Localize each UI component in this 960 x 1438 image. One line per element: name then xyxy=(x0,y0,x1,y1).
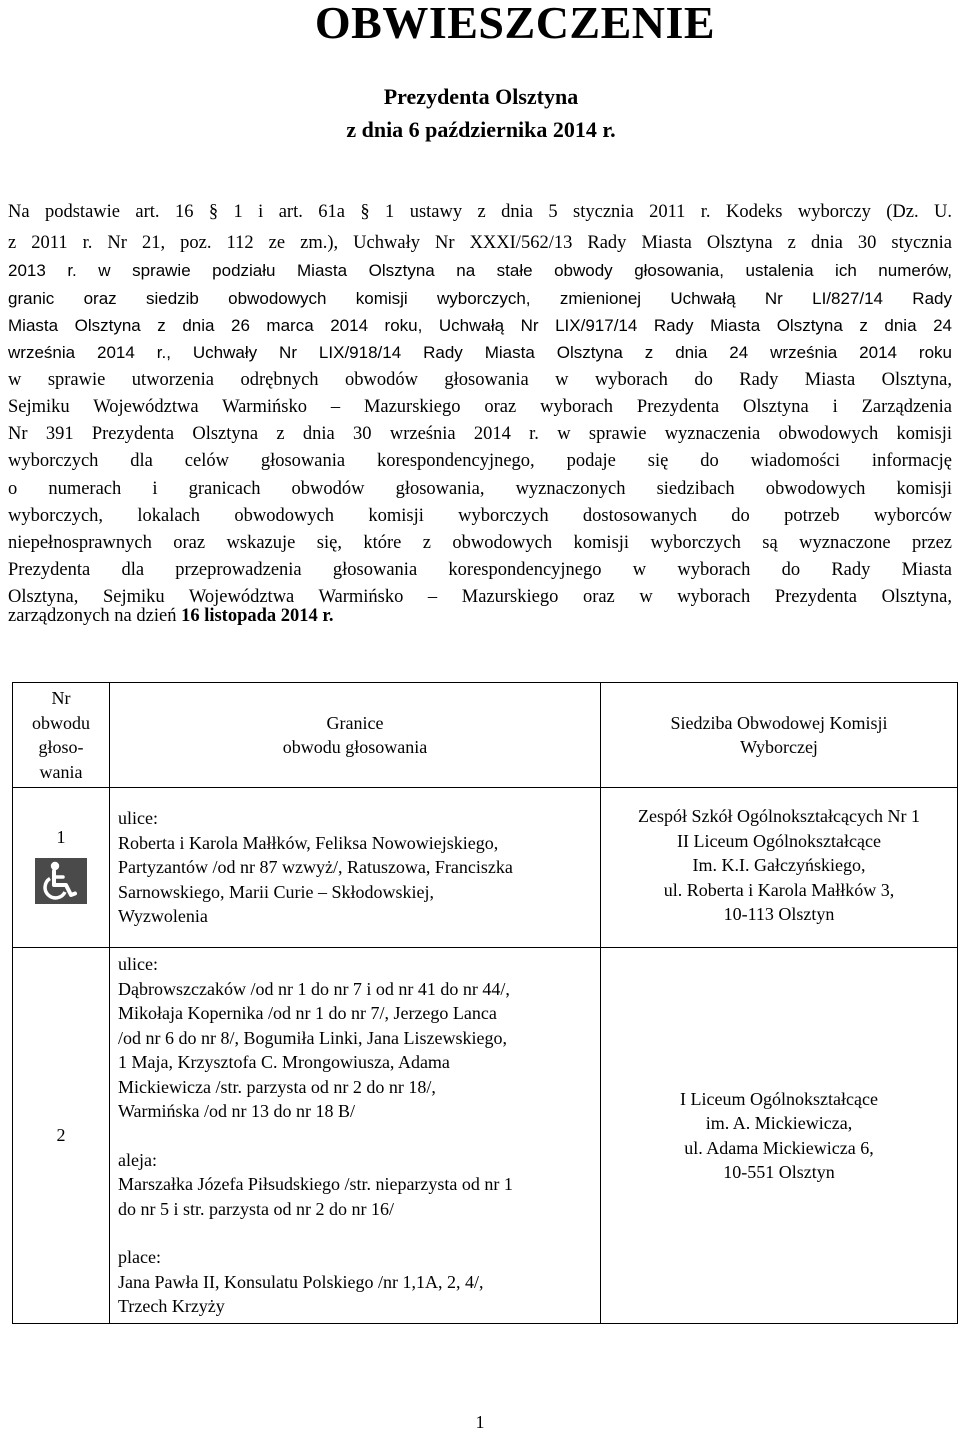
boundary-line: do nr 5 i str. parzysta od nr 2 do nr 16/ xyxy=(118,1198,394,1219)
header-line: głoso- xyxy=(38,737,84,757)
boundary-line: Dąbrowszczaków /od nr 1 do nr 7 i od nr 41 do nr 44/, xyxy=(118,978,510,999)
intro-line: Olsztyna, Sejmiku Województwa Warmińsko – Mazurskiego oraz w wyborach Prezydenta Olsztyna, xyxy=(8,587,952,607)
seat-address-line: im. A. Mickiewicza, xyxy=(705,1113,853,1133)
header-line: Siedziba Obwodowej Komisji xyxy=(670,712,888,733)
seat-address-line: Zespół Szkół Ogólnokształcących Nr 1 xyxy=(638,806,920,827)
seat-address-line: ul. Roberta i Karola Małłków 3, xyxy=(663,879,895,900)
intro-last-line-text: zarządzonych na dzień xyxy=(8,606,182,626)
boundary-group-label: ulice: xyxy=(118,954,158,975)
document-subtitle-date: z dnia 6 października 2014 r. xyxy=(346,117,616,142)
document-subtitle-issuer: Prezydenta Olsztyna xyxy=(383,84,579,109)
boundary-line: /od nr 6 do nr 8/, Bogumiła Linki, Jana Liszewskiego, xyxy=(118,1027,507,1048)
intro-line: Prezydenta dla przeprowadzenia głosowania korespondencyjnego w wyborach do Rady Miasta xyxy=(8,560,952,580)
header-line: Nr xyxy=(51,688,71,708)
table-header-row xyxy=(13,683,958,788)
boundary-group-label: aleja: xyxy=(118,1149,157,1170)
intro-line: o numerach i granicach obwodów głosowania, wyznaczonych siedzibach obwodowych komisji xyxy=(8,479,952,499)
boundary-line: Roberta i Karola Małłków, Feliksa Nowowiejskiego, xyxy=(118,832,499,853)
boundary-line: Wyzwolenia xyxy=(118,906,208,927)
election-date: 16 listopada 2014 r. xyxy=(181,606,334,626)
intro-line: 2013 r. w sprawie podziału Miasta Olsztyna na stałe obwody głosowania, ustalenia ich numerów, xyxy=(8,261,952,280)
header-line: Wyborczej xyxy=(740,737,818,757)
seat-address-line: II Liceum Ogólnokształcące xyxy=(677,830,881,851)
district-number-cell xyxy=(13,788,110,948)
intro-line: wyborczych, lokalach obwodowych komisji wyborczych dostosowanych do potrzeb wyborców xyxy=(8,506,952,526)
header-commission-seat xyxy=(601,683,958,788)
header-line: obwodu głosowania xyxy=(282,737,428,757)
intro-line: wyborczych dla celów głosowania korespondencyjnego, podaje się do wiadomości informację xyxy=(8,451,952,471)
boundary-line: Warmińska /od nr 13 do nr 18 B/ xyxy=(118,1101,356,1122)
boundary-group-label: place: xyxy=(118,1247,161,1268)
district-number-cell xyxy=(13,948,110,1324)
commission-seat-cell xyxy=(601,788,958,948)
district-boundaries-cell xyxy=(110,948,601,1324)
document-title: OBWIESZCZENIE xyxy=(314,0,716,48)
boundary-line: 1 Maja, Krzysztofa C. Mrongowiusza, Adama xyxy=(118,1052,450,1073)
intro-line: Nr 391 Prezydenta Olsztyna z dnia 30 września 2014 r. w sprawie wyznaczenia obwodowych komisji xyxy=(8,424,952,444)
wheelchair-icon xyxy=(35,858,87,904)
boundary-group xyxy=(118,952,592,1124)
boundary-line: Mickiewicza /str. parzysta od nr 2 do nr 18/, xyxy=(118,1076,436,1097)
boundary-group xyxy=(118,1245,592,1319)
header-line: obwodu xyxy=(32,712,90,733)
intro-line: niepełnosprawnych oraz wskazuje się, które z obwodowych komisji wyborczych są wyznaczone przez xyxy=(8,533,952,553)
boundary-line: Sarnowskiego, Marii Curie – Skłodowskiej, xyxy=(118,881,434,902)
intro-line: granic oraz siedzib obwodowych komisji wyborczych, zmienionej Uchwałą Nr LI/827/14 Rady xyxy=(8,289,952,308)
voting-districts-table xyxy=(12,682,958,1324)
intro-line: Miasta Olsztyna z dnia 26 marca 2014 roku, Uchwałą Nr LIX/917/14 Rady Miasta Olsztyna z dnia 24 xyxy=(8,316,952,335)
district-boundaries-cell xyxy=(110,788,601,948)
page-number: 1 xyxy=(475,1412,485,1432)
header-line: wania xyxy=(39,761,83,782)
boundary-group xyxy=(118,806,592,929)
district-number: 1 xyxy=(56,827,66,847)
boundary-line: Jana Pawła II, Konsulatu Polskiego /nr 1,1A, 2, 4/, xyxy=(118,1271,484,1292)
seat-address-line: Im. K.I. Gałczyńskiego, xyxy=(692,855,866,876)
boundary-group xyxy=(118,1148,592,1222)
intro-last-line xyxy=(8,603,952,629)
boundary-line: Marszałka Józefa Piłsudskiego /str. nieparzysta od nr 1 xyxy=(118,1174,513,1195)
header-line: Granice xyxy=(326,712,384,733)
district-number: 2 xyxy=(56,1125,66,1146)
intro-line: z 2011 r. Nr 21, poz. 112 ze zm.), Uchwały Nr XXXI/562/13 Rady Miasta Olsztyna z dnia 30 stycznia xyxy=(8,233,952,253)
intro-line: Na podstawie art. 16 § 1 i art. 61a § 1 ustawy z dnia 5 stycznia 2011 r. Kodeks wyborczy (Dz. U. xyxy=(8,202,952,222)
intro-line: września 2014 r., Uchwały Nr LIX/918/14 Rady Miasta Olsztyna z dnia 24 września 2014 roku xyxy=(8,343,952,362)
intro-line: Sejmiku Województwa Warmińsko – Mazurskiego oraz wyborach Prezydenta Olsztyna i Zarządzenia xyxy=(8,397,952,417)
intro-line: w sprawie utworzenia odrębnych obwodów głosowania w wyborach do Rady Miasta Olsztyna, xyxy=(8,370,952,390)
header-district-number xyxy=(13,683,110,788)
seat-address-line: I Liceum Ogólnokształcące xyxy=(680,1088,878,1109)
table-row xyxy=(13,788,958,948)
boundary-line: Partyzantów /od nr 87 wzwyż/, Ratuszowa, Franciszka xyxy=(118,857,513,878)
commission-seat-cell xyxy=(601,948,958,1324)
boundary-line: Trzech Krzyży xyxy=(118,1296,225,1317)
seat-address-line: 10-113 Olsztyn xyxy=(723,904,835,925)
boundary-group-label: ulice: xyxy=(118,808,158,829)
seat-address-line: 10-551 Olsztyn xyxy=(723,1162,835,1182)
table-row xyxy=(13,948,958,1324)
seat-address-line: ul. Adama Mickiewicza 6, xyxy=(684,1137,874,1158)
boundary-line: Mikołaja Kopernika /od nr 1 do nr 7/, Jerzego Lanca xyxy=(118,1003,497,1024)
header-district-boundaries xyxy=(110,683,601,788)
